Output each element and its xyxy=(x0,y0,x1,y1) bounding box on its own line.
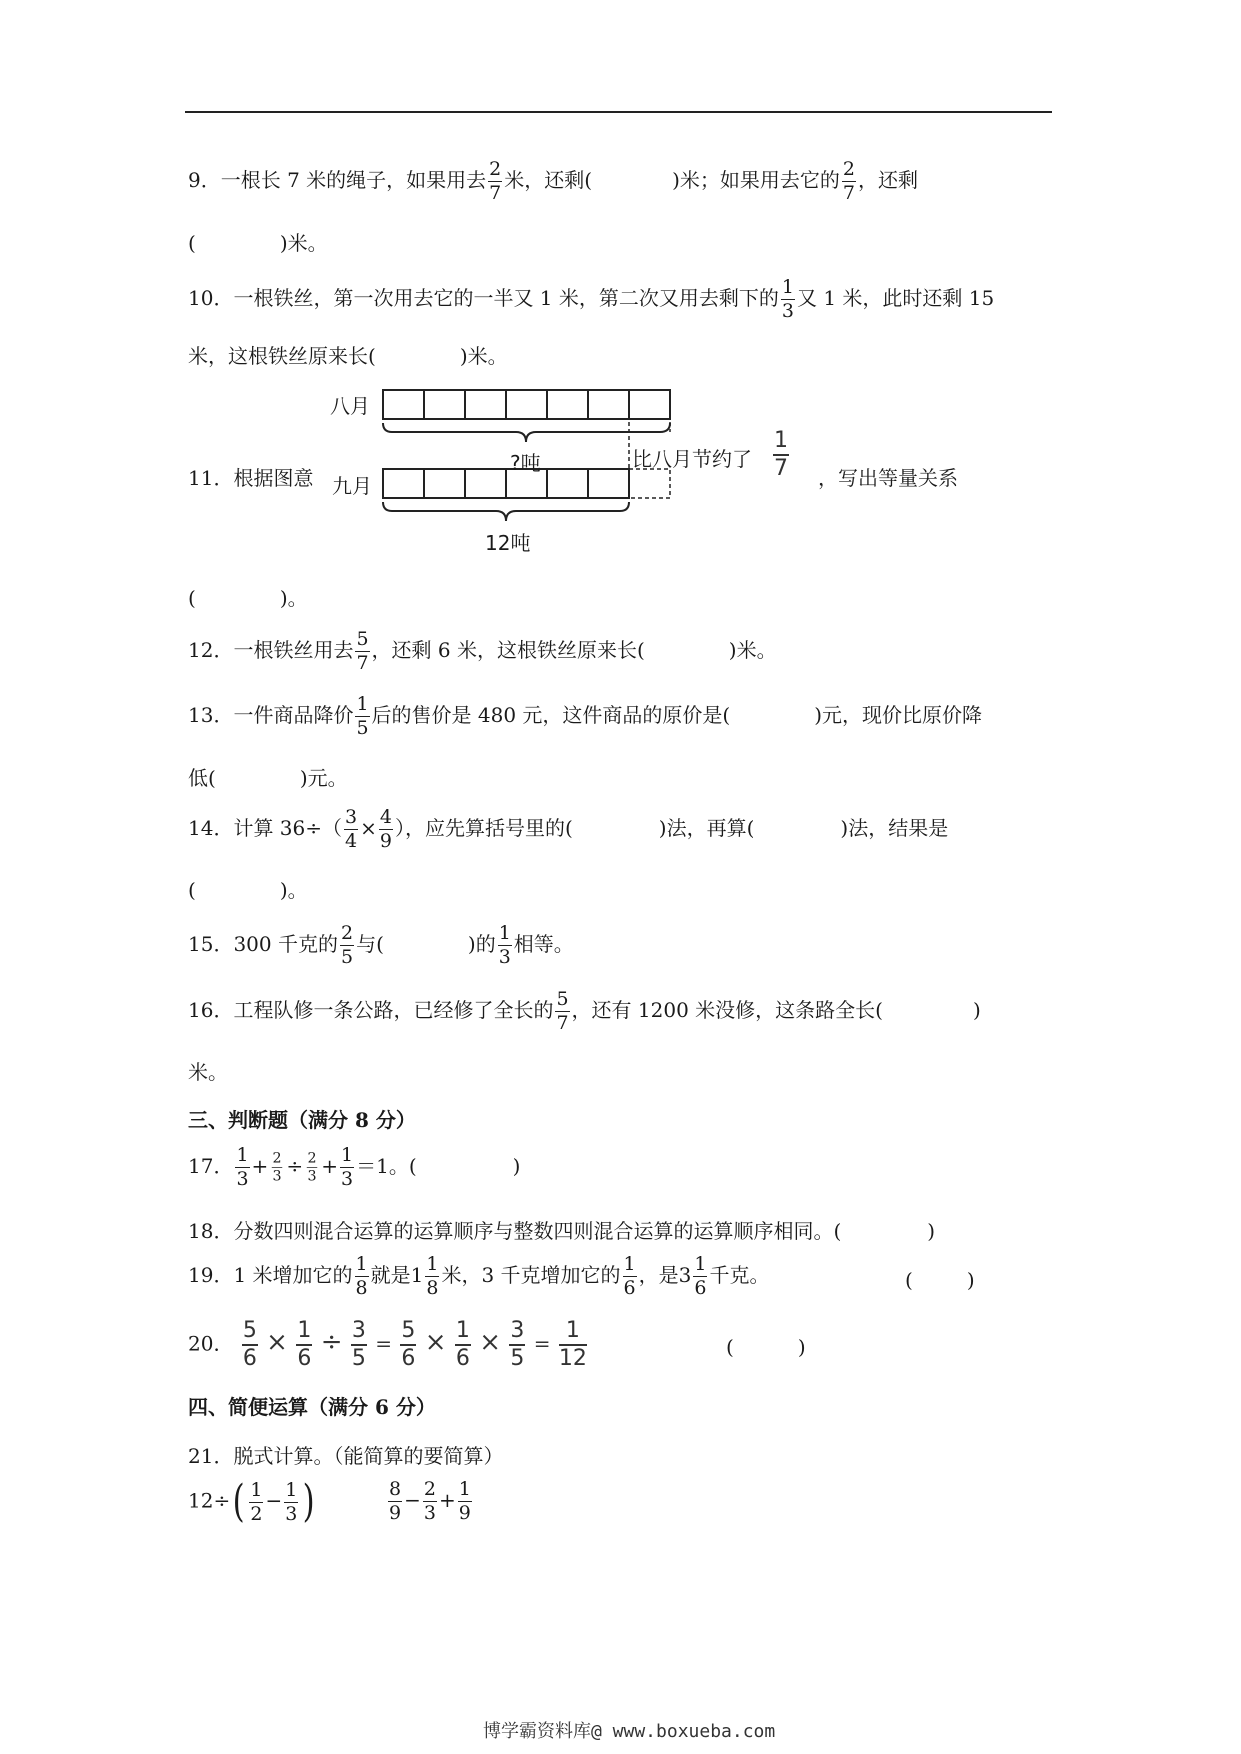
label-august: 八月 xyxy=(330,394,370,418)
fraction: $\frac{2}{5}$ xyxy=(340,922,354,968)
fraction: $\frac{1}{2}$ xyxy=(250,1478,263,1525)
question-11-line-2: ( )。 xyxy=(188,586,308,610)
question-9-line-1: 9．一根长 7 米的绳子，如果用去 $\frac{2}{7}$ 米，还剩( )米；如果用去它的 $\frac{2}{7}$ ，还剩 xyxy=(188,158,918,204)
fraction: $\frac{2}{7}$ xyxy=(842,158,855,204)
saved-fraction: $\frac{1}{7}$ xyxy=(774,428,788,481)
question-20: 20． $\frac{5}{6}$ × $\frac{1}{6}$ ÷ $\frac{3}{5}$ = $\frac{5}{6}$ × $\frac{1}{6}$ × $\frac{3}{5}$ = $\frac{1}{12}$ xyxy=(188,1318,587,1371)
fraction: $\frac{1}{3}$ xyxy=(498,922,511,968)
section-4-heading: 四、简便运算（满分 6 分） xyxy=(188,1395,436,1419)
question-11-text-end: ，写出等量关系 xyxy=(818,466,958,490)
fraction: $\frac{1}{3}$ xyxy=(341,1144,354,1190)
question-16-line-1: 16．工程队修一条公路，已经修了全长的 $\frac{5}{7}$ ，还有 1200 米没修，这条路全长( ) xyxy=(188,988,981,1034)
fraction: $\frac{1}{3}$ xyxy=(781,276,794,322)
question-10-line-1: 10．一根铁丝，第一次用去它的一半又 1 米，第二次又用去剩下的 $\frac{1}{3}$ 又 1 米，此时还剩 15 xyxy=(188,276,995,322)
question-17: 17． $\frac{1}{3}$ + $\frac{2}{3}$ ÷ $\frac{2}{3}$ + $\frac{1}{3}$ ＝1。( ) xyxy=(188,1144,521,1190)
question-14-line-2: ( )。 xyxy=(188,878,308,902)
question-10-line-2: 米，这根铁丝原来长( )米。 xyxy=(188,344,508,368)
question-20-answer: ( ) xyxy=(726,1335,806,1359)
question-15: 15．300 千克的 $\frac{2}{5}$ 与( )的 $\frac{1}{3}$ 相等。 xyxy=(188,922,574,968)
fraction: $\frac{2}{7}$ xyxy=(489,158,502,204)
label-saved: 比八月节约了 xyxy=(632,447,752,471)
label-september-tons: 12吨 xyxy=(485,531,531,555)
footer-watermark: 博学霸资料库@ www.boxueba.com xyxy=(483,1721,776,1742)
q21-expression-1: 12÷( $\frac{1}{2}$ − $\frac{1}{3}$ ) xyxy=(188,1476,315,1527)
label-september: 九月 xyxy=(332,474,372,498)
question-14-line-1: 14．计算 36÷（ $\frac{3}{4}$ × $\frac{4}{9}$ ），应先算括号里的( )法，再算( )法，结果是 xyxy=(188,806,949,852)
fraction: $\frac{3}{4}$ xyxy=(345,806,358,852)
fraction: $\frac{1}{12}$ xyxy=(558,1318,587,1371)
fraction: $\frac{1}{9}$ xyxy=(458,1478,471,1524)
fraction: $\frac{5}{7}$ xyxy=(556,988,569,1034)
question-21: 21．脱式计算。（能简算的要简算） xyxy=(188,1444,504,1468)
q21-expression-2: $\frac{8}{9}$ − $\frac{2}{3}$ + $\frac{1}{9}$ xyxy=(389,1478,471,1524)
fraction: $\frac{1}{6}$ xyxy=(455,1318,470,1371)
question-16-line-2: 米。 xyxy=(188,1060,228,1084)
question-13-line-2: 低( )元。 xyxy=(188,766,348,790)
label-total-unknown: ?吨 xyxy=(510,451,541,475)
question-12: 12．一根铁丝用去 $\frac{5}{7}$ ，还剩 6 米，这根铁丝原来长( )米。 xyxy=(188,628,777,674)
fraction: $\frac{2}{3}$ xyxy=(423,1478,436,1524)
section-3-heading: 三、判断题（满分 8 分） xyxy=(188,1108,416,1132)
fraction: $\frac{1}{6}$ xyxy=(623,1253,636,1299)
fraction: $\frac{5}{6}$ xyxy=(242,1318,257,1371)
question-19-answer: ( ) xyxy=(905,1268,975,1292)
fraction: $\frac{2}{3}$ xyxy=(272,1149,282,1185)
fraction: $\frac{1}{3}$ xyxy=(236,1144,249,1190)
fraction: $\frac{5}{7}$ xyxy=(356,628,369,674)
fraction: $\frac{1}{6}$ xyxy=(694,1253,707,1299)
fraction: $\frac{3}{5}$ xyxy=(351,1318,366,1371)
header-rule xyxy=(185,111,1052,113)
fraction: $\frac{2}{3}$ xyxy=(307,1149,317,1185)
fraction: $\frac{5}{6}$ xyxy=(401,1318,416,1371)
question-18: 18．分数四则混合运算的运算顺序与整数四则混合运算的运算顺序相同。( ) xyxy=(188,1219,936,1243)
fraction: $\frac{4}{9}$ xyxy=(379,806,392,852)
fraction: $\frac{1}{8}$ xyxy=(355,1253,368,1299)
question-13-line-1: 13．一件商品降价 $\frac{1}{5}$ 后的售价是 480 元，这件商品的原价是( )元，现价比原价降 xyxy=(188,693,983,739)
question-19: 19．1 米增加它的 $\frac{1}{8}$ 就是1 $\frac{1}{8}$ 米，3 千克增加它的 $\frac{1}{6}$ ，是3 $\frac{1}{6}$ 千克。 xyxy=(188,1253,770,1299)
fraction: $\frac{1}{5}$ xyxy=(356,693,369,739)
fraction: $\frac{1}{6}$ xyxy=(297,1318,312,1371)
fraction: $\frac{1}{3}$ xyxy=(285,1478,298,1525)
question-11-text: 11．根据图意 xyxy=(188,466,314,490)
fraction: $\frac{8}{9}$ xyxy=(389,1478,402,1524)
fraction: $\frac{3}{5}$ xyxy=(510,1318,525,1371)
fraction: $\frac{1}{8}$ xyxy=(426,1253,439,1299)
question-9-line-2: ( )米。 xyxy=(188,231,328,255)
